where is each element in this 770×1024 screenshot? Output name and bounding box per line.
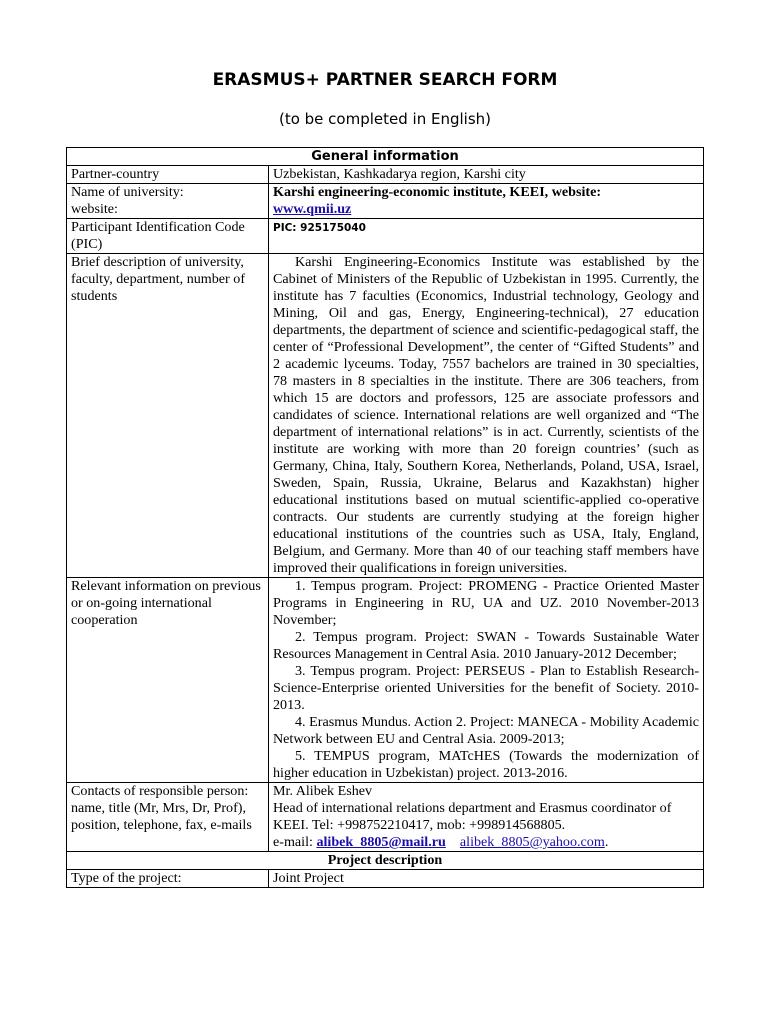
project-item: 1. Tempus program. Project: PROMENG - Practice Oriented Master Programs in Engineering in RU, UA and UZ. 2010 November-2013 November; (273, 578, 700, 628)
website-link[interactable]: www.qmii.uz (273, 201, 352, 217)
project-description-header: Project description (67, 852, 704, 870)
general-info-header-row (67, 148, 704, 166)
project-item: 4. Erasmus Mundus. Action 2. Project: MANECA - Mobility Academic Network between EU and Central Asia. 2009-2013; (273, 714, 700, 747)
pic-value: PIC: 925175040 (273, 222, 366, 234)
brief-description: Karshi Engineering-Economics Institute was established by the Cabinet of Ministers of the Republic of Uzbekistan in 1995. Currently, the institute has 7 faculties (Economics, Industrial technology, Geology and Mining, Oil and gas, Energy, Engineering-technical), 27 education departments, the department of science and scientific-pedagogical staff, the center of “Professional Development”, the center of “Gifted Students” and 2 academic lyceums. Today, 7557 bachelors are trained in 30 specialties, 78 masters in 8 specialties in the institute. There are 306 teachers, from which 15 are doctors and professors, 125 are associate professors and candidates of science. International relations are well organized and “The department of international relations” is in act. Currently, scientists of the institute are working with more than 20 foreign countries’ (such as Germany, China, Italy, Southern Korea, Netherlands, Poland, USA, Israel, Sweden, Spain, Russia, Ukraine, Belarus and Kazakhstan) higher educational institutions based on mutual scientific-applied co-operative contracts. Our students are currently studying at the foreign higher educational institutions of the countries such as USA, Italy, England, Belgium, and Germany. More than 40 of our teaching staff members have improved their qualifications in foreign universities. (273, 254, 700, 576)
website-label: website: (71, 201, 118, 217)
brief-label: Brief description of university, faculty, department, number of students (67, 254, 269, 578)
project-header-row (67, 852, 704, 870)
projects-list (269, 578, 704, 783)
contact-emails (273, 834, 699, 851)
contacts-label: Contacts of responsible person: name, title (Mr, Mrs, Dr, Prof), position, telephone, fax, e-mails (67, 783, 269, 852)
relevant-row (67, 578, 704, 783)
university-name-label: Name of university: (71, 184, 184, 200)
pic-row (67, 219, 704, 254)
country-label: Partner-country (67, 166, 269, 184)
contacts-value (269, 783, 704, 852)
contacts-row (67, 783, 704, 852)
project-type-label: Type of the project: (67, 870, 269, 888)
project-type-value: Joint Project (269, 870, 704, 888)
contact-name: Mr. Alibek Eshev (273, 783, 373, 799)
project-item: 2. Tempus program. Project: SWAN - Towards Sustainable Water Resources Management in Central Asia. 2010 January-2012 December; (273, 629, 700, 662)
form-subtitle: (to be completed in English) (278, 110, 491, 128)
project-type-row (67, 870, 704, 888)
university-name-value: Karshi engineering-economic institute, KEEI, website: (273, 184, 602, 200)
email-link-mailru[interactable]: alibek_8805@mail.ru (316, 834, 446, 850)
brief-value-cell (269, 254, 704, 578)
project-item: 5. TEMPUS program, MATcHES (Towards the modernization of higher education in Uzbekistan) project. 2013-2016. (273, 748, 700, 781)
form-title: ERASMUS+ PARTNER SEARCH FORM (212, 70, 558, 90)
country-value: Uzbekistan, Kashkadarya region, Karshi city (269, 166, 704, 184)
project-item: 3. Tempus program. Project: PERSEUS - Plan to Establish Research-Science-Enterprise oriented Universities for the benefit of Society. 2010-2013. (273, 663, 700, 713)
email-link-yahoo[interactable]: alibek_8805@yahoo.com (459, 834, 605, 850)
university-value (269, 184, 704, 219)
pic-label: Participant Identification Code (PIC) (67, 219, 269, 254)
relevant-label: Relevant information on previous or on-going international cooperation (67, 578, 269, 783)
university-row (67, 184, 704, 219)
partner-form-table (66, 147, 704, 888)
email-suffix: . (604, 834, 609, 850)
country-row (67, 166, 704, 184)
pic-value-cell (269, 219, 704, 254)
contact-position: Head of international relations department and Erasmus coordinator of KEEI. Tel: +998752210417, mob: +998914568805. (273, 800, 672, 833)
general-info-header: General information (67, 148, 704, 166)
brief-row (67, 254, 704, 578)
university-label (67, 184, 269, 219)
email-prefix: e-mail: (273, 834, 317, 850)
